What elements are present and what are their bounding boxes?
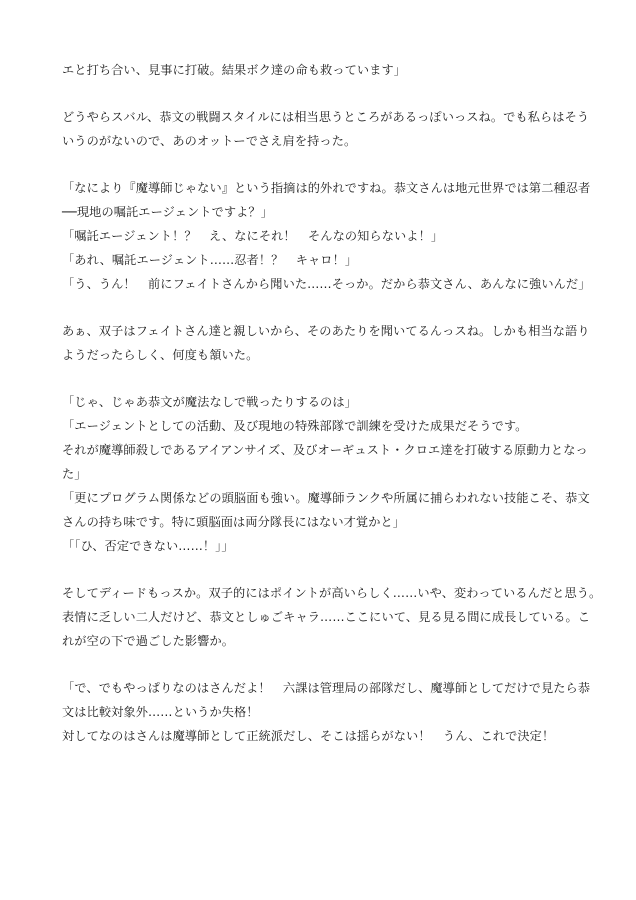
paragraph-gap — [62, 561, 582, 584]
paragraph — [62, 61, 582, 85]
text-line: 「で、でもやっぱりなのはさんだよ！ 六課は管理局の部隊だし、魔導師としてだけで見たら恭 — [62, 681, 591, 695]
paragraph — [62, 179, 591, 299]
document-page — [62, 61, 602, 751]
text-line: 対してなのはさんは魔導師として正統派だし、そこは揺らがない！ うん、これで決定！ — [62, 729, 555, 743]
text-line: 「更にプログラム関係などの頭脳面も強い。魔導師ランクや所属に捕らわれない技能こそ、恭文 — [62, 491, 590, 505]
text-line: た」 — [62, 467, 87, 481]
paragraph-gap — [62, 299, 582, 322]
paragraph — [62, 322, 590, 370]
text-line: さんの持ち味です。特に頭脳面は両分隊長にはない才覚かと」 — [62, 515, 406, 529]
text-line: あぁ、双子はフェイトさん達と親しいから、そのあたりを聞いてるんっスね。しかも相当な語り — [62, 324, 590, 338]
text-line: ようだったらしく、何度も頷いた。 — [62, 348, 259, 362]
text-line: それが魔導師殺しであるアイアンサイズ、及びオーギュスト・クロエ達を打破する原動力となっ — [62, 443, 588, 457]
text-line: いうのがないので、あのオットーでさえ肩を持った。 — [62, 134, 357, 148]
text-line: 表情に乏しい二人だけど、恭文としゅごキャラ……ここにいて、見る見る間に成長している。こ — [62, 610, 591, 624]
text-line: 「嘱託エージェント！？ え、なにそれ！ そんなの知らないよ！」 — [62, 229, 444, 243]
paragraph-gap — [62, 370, 582, 393]
text-line: れが空の下で過ごした影響か。 — [62, 634, 235, 648]
text-line: どうやらスバル、恭文の戦闘スタイルには相当思うところがあるっぽいっスね。でも私らはそう — [62, 110, 590, 124]
paragraph — [62, 584, 602, 656]
paragraph-gap — [62, 156, 582, 179]
text-line: 文は比較対象外……というか失格！ — [62, 705, 259, 719]
text-line: 「じゃ、じゃあ恭文が魔法なしで戦ったりするのは」 — [62, 395, 357, 409]
paragraph — [62, 393, 590, 561]
text-line: 「「ひ、否定できない……！」」 — [62, 539, 234, 553]
text-line: 「あれ、嘱託エージェント……忍者！？ キャロ！」 — [62, 253, 358, 267]
text-line: 「エージェントとしての活動、及び現地の特殊部隊で訓練を受けた成果だそうです。 — [62, 419, 528, 433]
text-line: 「う、うん！ 前にフェイトさんから聞いた……そっか。だから恭文さん、あんなに強いんだ」 — [62, 277, 591, 291]
text-line: エと打ち合い、見事に打破。結果ボク達の命も救っています」 — [62, 63, 407, 77]
paragraph — [62, 679, 591, 751]
paragraph-gap — [62, 85, 582, 108]
paragraph-gap — [62, 656, 582, 679]
text-line: ──現地の嘱託エージェントですよ？」 — [62, 205, 273, 219]
text-line: そしてディードもっスか。双子的にはポイントが高いらしく……いや、変わっているんだと思う。 — [62, 586, 602, 600]
paragraph — [62, 108, 590, 156]
text-line: 「なにより『魔導師じゃない』という指摘は的外れですね。恭文さんは地元世界では第二種忍者 — [62, 181, 591, 195]
